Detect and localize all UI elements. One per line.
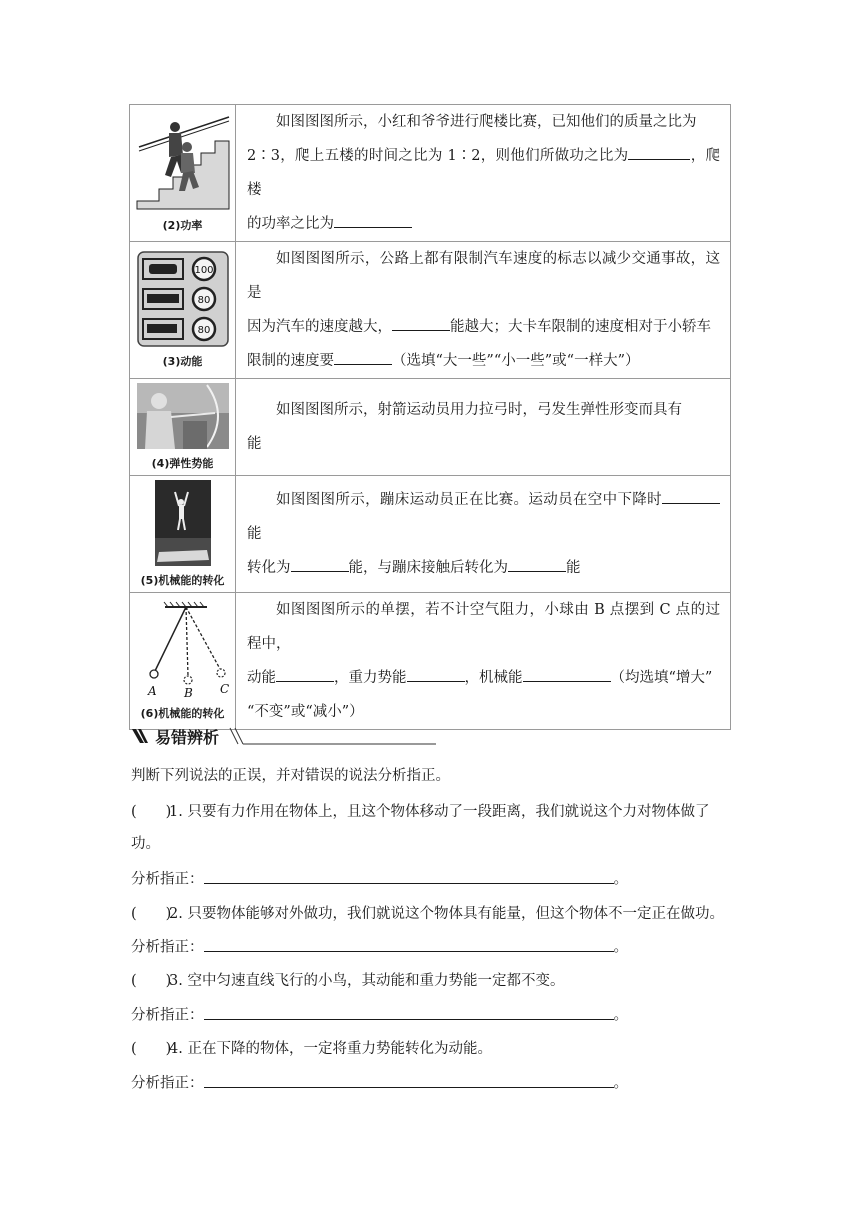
speed-limit-sign-illustration bbox=[137, 251, 229, 347]
analysis-blank[interactable] bbox=[204, 1073, 614, 1088]
answer-blank[interactable] bbox=[508, 558, 566, 573]
answer-blank[interactable] bbox=[662, 490, 720, 505]
statement-text: 3. 空中匀速直线飞行的小鸟，其动能和重力势能一定都不变。 bbox=[169, 973, 565, 989]
section-title: 易错辨析 bbox=[155, 728, 220, 747]
statement-line bbox=[131, 971, 731, 991]
table-row bbox=[130, 242, 731, 379]
end-mark: 。 bbox=[613, 1075, 628, 1092]
analysis-line bbox=[131, 937, 731, 958]
image-cell bbox=[130, 379, 236, 476]
image-cell bbox=[130, 476, 236, 593]
answer-blank[interactable] bbox=[291, 558, 349, 573]
answer-blank[interactable] bbox=[334, 214, 412, 229]
statement-line: 功。 bbox=[131, 836, 160, 852]
row-text-line bbox=[247, 483, 720, 551]
analysis-line bbox=[131, 869, 731, 890]
row-text-line bbox=[247, 319, 711, 335]
answer-blank[interactable] bbox=[334, 351, 392, 366]
answer-blank[interactable] bbox=[523, 668, 611, 683]
section-header bbox=[131, 724, 441, 750]
text-fragment: 限制的速度要 bbox=[247, 353, 334, 369]
text-cell bbox=[236, 593, 731, 730]
text-fragment: （均选填“增大” bbox=[610, 670, 713, 686]
judgement-parens[interactable]: ( ) bbox=[131, 804, 172, 820]
answer-blank[interactable] bbox=[276, 668, 334, 683]
statement-text: 2. 只要物体能够对外做功，我们就说这个物体具有能量，但这个物体不一定正在做功。 bbox=[169, 906, 724, 922]
figure-caption: (3)动能 bbox=[162, 355, 203, 368]
analysis-label: 分析指正： bbox=[131, 1075, 204, 1092]
pendulum-label-text: A bbox=[147, 684, 157, 698]
judgement-parens[interactable]: ( ) bbox=[131, 1041, 172, 1057]
end-mark: 。 bbox=[613, 871, 628, 888]
row-text-line: 如图图图所示，公路上都有限制汽车速度的标志以减少交通事故，这是 bbox=[247, 251, 720, 301]
answer-blank[interactable] bbox=[392, 317, 450, 332]
analysis-blank[interactable] bbox=[204, 1005, 614, 1020]
text-fragment: ，爬楼 bbox=[247, 148, 721, 198]
image-cell bbox=[130, 105, 236, 242]
table-row bbox=[130, 105, 731, 242]
row-text-line bbox=[247, 353, 639, 369]
knowledge-table bbox=[129, 104, 731, 730]
text-fragment: 2∶3，爬上五楼的时间之比为 1∶2，则他们所做功之比为 bbox=[247, 148, 629, 164]
table-row bbox=[130, 379, 731, 476]
row-text-line bbox=[247, 560, 581, 576]
statement-text: 4. 正在下降的物体，一定将重力势能转化为动能。 bbox=[169, 1041, 492, 1057]
row-text-line: 如图图图所示，射箭运动员用力拉弓时，弓发生弹性形变而具有 bbox=[276, 402, 682, 418]
text-fragment: 能越大；大卡车限制的速度相对于小轿车 bbox=[450, 319, 711, 335]
analysis-label: 分析指正： bbox=[131, 1007, 204, 1024]
table-row bbox=[130, 593, 731, 730]
row-text-line: 能 bbox=[247, 436, 262, 452]
row-text-line bbox=[247, 148, 720, 198]
end-mark: 。 bbox=[613, 939, 628, 956]
pendulum-label-text: C bbox=[219, 682, 229, 696]
text-fragment: ，机械能 bbox=[464, 670, 523, 686]
sign-value-text: 80 bbox=[197, 295, 210, 306]
analysis-blank[interactable] bbox=[204, 937, 614, 952]
stair-climbing-illustration bbox=[135, 113, 231, 211]
section-marker-icon bbox=[131, 727, 149, 745]
table-row bbox=[130, 476, 731, 593]
image-cell bbox=[130, 242, 236, 379]
section-decoration-line bbox=[226, 726, 436, 746]
sign-value-text: 100 bbox=[193, 265, 214, 276]
row-text-line: 如图图图所示，小红和爷爷进行爬楼比赛，已知他们的质量之比为 bbox=[276, 114, 697, 130]
text-fragment: 如图图图所示，蹦床运动员正在比赛。运动员在空中下降时 bbox=[276, 492, 662, 508]
sign-value-text: 80 bbox=[197, 325, 210, 336]
analysis-label: 分析指正： bbox=[131, 939, 204, 956]
analysis-line bbox=[131, 1073, 731, 1094]
text-fragment: ，重力势能 bbox=[334, 670, 407, 686]
figure-caption: (4)弹性势能 bbox=[151, 457, 214, 470]
judgement-parens[interactable]: ( ) bbox=[131, 906, 172, 922]
text-fragment: （选填“大一些”“小一些”或“一样大”） bbox=[392, 353, 640, 369]
text-fragment: 的功率之比为 bbox=[247, 216, 334, 232]
end-mark: 。 bbox=[613, 1007, 628, 1024]
figure-caption: (5)机械能的转化 bbox=[140, 574, 225, 587]
statement-line bbox=[131, 904, 731, 924]
text-cell bbox=[236, 379, 731, 476]
text-fragment: 能 bbox=[247, 526, 262, 542]
figure-caption: (6)机械能的转化 bbox=[140, 707, 225, 720]
archery-photo bbox=[137, 383, 229, 449]
answer-blank[interactable] bbox=[628, 146, 690, 161]
pendulum-label-text: B bbox=[183, 686, 193, 699]
answer-blank[interactable] bbox=[407, 668, 465, 683]
instruction-text: 判断下列说法的正误，并对错误的说法分析指正。 bbox=[131, 768, 450, 784]
text-fragment: 能 bbox=[566, 560, 581, 576]
text-fragment: 因为汽车的速度越大， bbox=[247, 319, 392, 335]
image-cell bbox=[130, 593, 236, 730]
row-text-line bbox=[247, 216, 412, 232]
text-fragment: 转化为 bbox=[247, 560, 291, 576]
analysis-line bbox=[131, 1005, 731, 1026]
text-fragment: 动能 bbox=[247, 670, 276, 686]
text-fragment: 能，与蹦床接触后转化为 bbox=[348, 560, 508, 576]
trampoline-photo bbox=[155, 480, 211, 566]
judgement-parens[interactable]: ( ) bbox=[131, 973, 172, 989]
pendulum-diagram bbox=[135, 601, 231, 699]
statement-line bbox=[131, 802, 731, 822]
row-text-line bbox=[247, 670, 712, 686]
text-cell bbox=[236, 242, 731, 379]
text-cell bbox=[236, 476, 731, 593]
row-text-line: “不变”或“减小”） bbox=[247, 704, 364, 720]
row-text-line: 如图图图所示的单摆，若不计空气阻力，小球由 B 点摆到 C 点的过程中， bbox=[247, 602, 720, 652]
analysis-blank[interactable] bbox=[204, 869, 614, 884]
text-cell bbox=[236, 105, 731, 242]
statement-line bbox=[131, 1039, 731, 1059]
figure-caption: (2)功率 bbox=[162, 219, 203, 232]
statement-text: 1. 只要有力作用在物体上，且这个物体移动了一段距离，我们就说这个力对物体做了 bbox=[169, 804, 710, 820]
analysis-label: 分析指正： bbox=[131, 871, 204, 888]
